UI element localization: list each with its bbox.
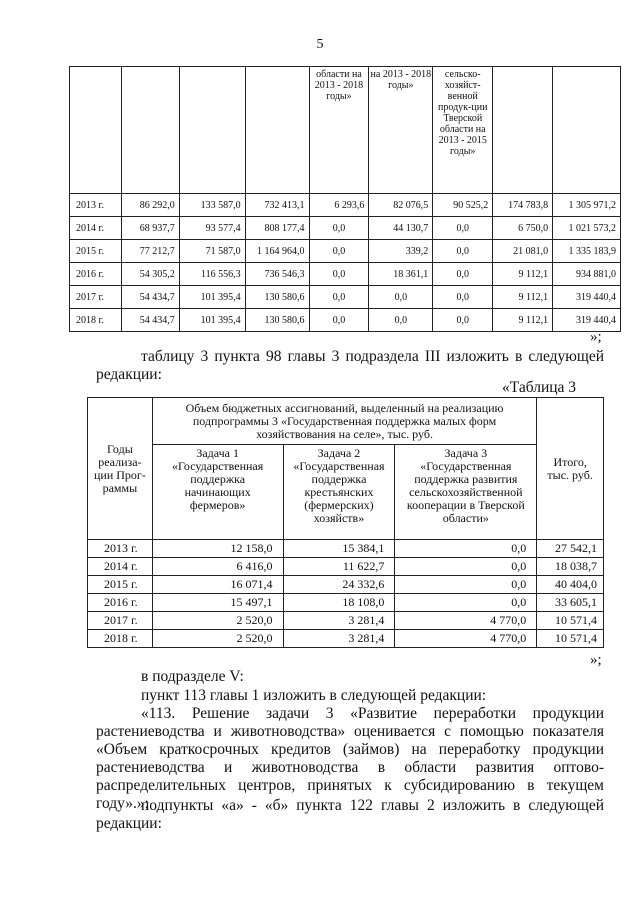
table1-value-cell: 68 937,7 — [121, 217, 179, 240]
table3-value-cell: 24 332,6 — [283, 576, 395, 594]
table1-header-cell — [553, 67, 621, 194]
table1-value-cell: 133 587,0 — [179, 194, 245, 217]
table3-total-cell: 10 571,4 — [537, 630, 604, 648]
table1-value-cell: 0,0 — [433, 240, 493, 263]
table1-value-cell: 0,0 — [369, 286, 433, 309]
table1-value-cell: 174 783,8 — [493, 194, 553, 217]
table1-value-cell: 130 580,6 — [245, 286, 309, 309]
table1-year-cell: 2015 г. — [70, 240, 122, 263]
table3-value-cell: 4 770,0 — [395, 630, 537, 648]
table3-value-cell: 4 770,0 — [395, 612, 537, 630]
table1-value-cell: 736 546,3 — [245, 263, 309, 286]
table1-value-cell: 808 177,4 — [245, 217, 309, 240]
table1-header-cell: области на 2013 - 2018 годы» — [309, 67, 369, 194]
table1-value-cell: 934 881,0 — [553, 263, 621, 286]
paragraph-point-122-intro: подпункты «а» - «б» пункта 122 главы 2 изложить в следующей редакции: — [96, 797, 604, 832]
table-3 — [87, 397, 604, 648]
table1-value-cell: 0,0 — [309, 286, 369, 309]
table1-header-cell: на 2013 - 2018 годы» — [369, 67, 433, 194]
table3-value-cell: 6 416,0 — [152, 558, 283, 576]
table3-row — [88, 576, 604, 594]
table3-row — [88, 558, 604, 576]
table1-year-cell: 2014 г. — [70, 217, 122, 240]
table3-value-cell: 15 497,1 — [152, 594, 283, 612]
table3-row — [88, 630, 604, 648]
table3-total-cell: 18 038,7 — [537, 558, 604, 576]
table3-total-header: Итого, тыс. руб. — [537, 398, 604, 540]
table3-row — [88, 540, 604, 558]
table3-task1-header: Задача 1 «Государственная поддержка начинающих фермеров» — [152, 445, 283, 540]
table3-value-cell: 3 281,4 — [283, 612, 395, 630]
paragraph-point-113-intro: пункт 113 главы 1 изложить в следующей редакции: — [141, 687, 487, 704]
table3-row — [88, 594, 604, 612]
table3-year-cell: 2013 г. — [88, 540, 153, 558]
table1-value-cell: 77 212,7 — [121, 240, 179, 263]
table1-header-cell — [121, 67, 179, 194]
table1-value-cell: 93 577,4 — [179, 217, 245, 240]
table1-closing: »; — [590, 329, 602, 345]
table3-task3-header: Задача 3 «Государственная поддержка развития сельскохозяйственной кооперации в Тверской области» — [395, 445, 537, 540]
table3-budget-header: Объем бюджетных ассигнований, выделенный на реализацию подпрограммы 3 «Государственная поддержка малых форм хозяйствования на селе», тыс. руб. — [152, 398, 536, 445]
financing-table-continued — [69, 66, 621, 332]
table1-value-cell: 44 130,7 — [369, 217, 433, 240]
table1-value-cell: 6 293,6 — [309, 194, 369, 217]
table1-value-cell: 0,0 — [309, 263, 369, 286]
table1-value-cell: 101 395,4 — [179, 309, 245, 332]
table1-header-row — [70, 67, 621, 194]
table3-year-cell: 2015 г. — [88, 576, 153, 594]
table1-year-cell: 2018 г. — [70, 309, 122, 332]
table1-value-cell: 1 305 971,2 — [553, 194, 621, 217]
table3-value-cell: 3 281,4 — [283, 630, 395, 648]
table1-value-cell: 9 112,1 — [493, 286, 553, 309]
paragraph-subsection-v: в подразделе V: — [141, 668, 244, 685]
table1-year-cell: 2016 г. — [70, 263, 122, 286]
table1-header-cell: сельско-хозяйст-венной продук-ции Тверской области на 2013 - 2015 годы» — [433, 67, 493, 194]
table1-value-cell: 0,0 — [309, 240, 369, 263]
table1-value-cell: 9 112,1 — [493, 309, 553, 332]
table1-value-cell: 54 434,7 — [121, 286, 179, 309]
table3-year-cell: 2017 г. — [88, 612, 153, 630]
table3-value-cell: 11 622,7 — [283, 558, 395, 576]
table3-closing: »; — [590, 652, 602, 668]
table3-value-cell: 12 158,0 — [152, 540, 283, 558]
table3-value-cell: 0,0 — [395, 576, 537, 594]
table1-value-cell: 54 305,2 — [121, 263, 179, 286]
table1-value-cell: 9 112,1 — [493, 263, 553, 286]
table3-task2-header: Задача 2 «Государственная поддержка крестьянских (фермерских) хозяйств» — [283, 445, 395, 540]
table1-year-cell: 2017 г. — [70, 286, 122, 309]
table3-value-cell: 2 520,0 — [152, 630, 283, 648]
table1-row — [70, 263, 621, 286]
table3-value-cell: 15 384,1 — [283, 540, 395, 558]
table3-header-row — [88, 398, 604, 445]
table1-value-cell: 0,0 — [309, 309, 369, 332]
table1-value-cell: 319 440,4 — [553, 309, 621, 332]
table1-value-cell: 1 335 183,9 — [553, 240, 621, 263]
table1-value-cell: 0,0 — [433, 286, 493, 309]
table1-value-cell: 82 076,5 — [369, 194, 433, 217]
table1-value-cell: 0,0 — [433, 217, 493, 240]
table3-row — [88, 612, 604, 630]
table3-total-cell: 33 605,1 — [537, 594, 604, 612]
table1-value-cell: 6 750,0 — [493, 217, 553, 240]
table1-value-cell: 1 021 573,2 — [553, 217, 621, 240]
table1-header-cell — [179, 67, 245, 194]
table1-row — [70, 194, 621, 217]
table3-value-cell: 0,0 — [395, 594, 537, 612]
table1-row — [70, 217, 621, 240]
table1-header-cell — [70, 67, 122, 194]
table1-row — [70, 240, 621, 263]
table1-value-cell: 116 556,3 — [179, 263, 245, 286]
paragraph-point-113-text: «113. Решение задачи 3 «Развитие переработки продукции растениеводства и животноводства» оценивается с помощью показателя «Объем краткосрочных кредитов (займов) на переработку продукции растениеводства и животноводства в области развития оптово-распределительных центров, принятых к субсидированию в текущем году».»; — [96, 705, 604, 812]
table1-value-cell: 1 164 964,0 — [245, 240, 309, 263]
table1-row — [70, 286, 621, 309]
table1-value-cell: 90 525,2 — [433, 194, 493, 217]
table3-value-cell: 0,0 — [395, 558, 537, 576]
paragraph-table3-intro: таблицу 3 пункта 98 главы 3 подраздела III изложить в следующей редакции: — [96, 348, 604, 383]
table1-year-cell: 2013 г. — [70, 194, 122, 217]
table1-value-cell: 339,2 — [369, 240, 433, 263]
table1-value-cell: 319 440,4 — [553, 286, 621, 309]
table3-year-cell: 2016 г. — [88, 594, 153, 612]
table1-value-cell: 732 413,1 — [245, 194, 309, 217]
table3-years-header: Годы реализа-ции Прог-раммы — [88, 398, 153, 540]
table3-value-cell: 0,0 — [395, 540, 537, 558]
table3-caption: «Таблица 3 — [502, 379, 577, 396]
table1-value-cell: 21 081,0 — [493, 240, 553, 263]
page-number: 5 — [316, 37, 324, 52]
table3-year-cell: 2018 г. — [88, 630, 153, 648]
table1-value-cell: 54 434,7 — [121, 309, 179, 332]
table1-header-cell — [493, 67, 553, 194]
table3-total-cell: 10 571,4 — [537, 612, 604, 630]
table1-value-cell: 0,0 — [433, 263, 493, 286]
table3-value-cell: 18 108,0 — [283, 594, 395, 612]
table1-value-cell: 18 361,1 — [369, 263, 433, 286]
table1-value-cell: 101 395,4 — [179, 286, 245, 309]
table3-total-cell: 27 542,1 — [537, 540, 604, 558]
table3-value-cell: 2 520,0 — [152, 612, 283, 630]
table3-value-cell: 16 071,4 — [152, 576, 283, 594]
table1-value-cell: 86 292,0 — [121, 194, 179, 217]
table1-header-cell — [245, 67, 309, 194]
table1-value-cell: 130 580,6 — [245, 309, 309, 332]
table3-total-cell: 40 404,0 — [537, 576, 604, 594]
table1-value-cell: 0,0 — [433, 309, 493, 332]
table1-row — [70, 309, 621, 332]
table1-value-cell: 0,0 — [309, 217, 369, 240]
table1-value-cell: 0,0 — [369, 309, 433, 332]
table1-value-cell: 71 587,0 — [179, 240, 245, 263]
table3-subheader-row — [88, 445, 604, 540]
table3-year-cell: 2014 г. — [88, 558, 153, 576]
